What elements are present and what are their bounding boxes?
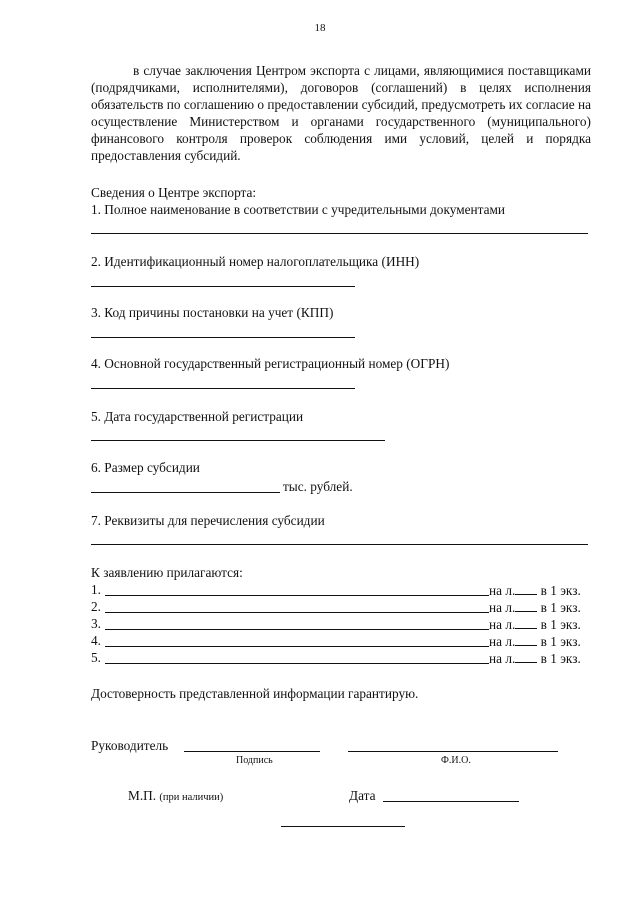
field-reg-date-line[interactable]	[91, 440, 385, 441]
full-name-caption: Ф.И.О.	[441, 755, 471, 766]
attachment-number: 3.	[91, 616, 101, 631]
attachment-row	[91, 599, 593, 615]
attachment-pages-blank[interactable]	[515, 616, 537, 629]
stamp-label	[128, 788, 223, 806]
date-line[interactable]	[383, 801, 519, 802]
attachment-copies: в 1 экз.	[540, 634, 581, 649]
date-label: Дата	[349, 788, 376, 803]
field-requisites-line[interactable]	[91, 544, 588, 545]
attachment-row	[91, 633, 593, 649]
attachment-title-line[interactable]	[105, 646, 489, 647]
attachment-title-line[interactable]	[105, 595, 489, 596]
field-subsidy-size-line[interactable]	[91, 492, 280, 493]
signature-label: Руководитель	[91, 738, 169, 753]
attachment-number: 5.	[91, 650, 101, 665]
attachment-pages-prefix: на л.	[489, 600, 516, 615]
attachment-row	[91, 650, 593, 666]
attachment-pages-blank[interactable]	[515, 582, 537, 595]
field-kpp-line[interactable]	[91, 337, 355, 338]
signature-caption: Подпись	[236, 755, 273, 766]
attachment-number: 1.	[91, 582, 101, 597]
intro-paragraph: в случае заключения Центром экспорта с лицами, являющимися поставщиками (подрядчиками, исполнителями), договоров (соглашений) в целях исполнения обязательств по соглашению о предоставлении субсидий, предусмотреть их согласие на осуществление Министерством и органами государственного (муниципального) финансового контроля проверок соблюдения ими условий, целей и порядка предоставления субсидий.	[91, 63, 591, 163]
attachment-tail	[489, 633, 581, 650]
attachment-tail	[489, 650, 581, 667]
full-name-line[interactable]	[348, 751, 558, 752]
field-subsidy-size-label: 6. Размер субсидии	[91, 460, 200, 475]
field-reg-date-label: 5. Дата государственной регистрации	[91, 409, 304, 424]
field-subsidy-unit: тыс. рублей.	[283, 479, 353, 494]
guarantee-statement: Достоверность представленной информации гарантирую.	[91, 686, 419, 701]
field-full-name-label: 1. Полное наименование в соответствии с учредительными документами	[91, 202, 506, 217]
attachment-pages-blank[interactable]	[515, 599, 537, 612]
attachment-tail	[489, 616, 581, 633]
attachment-title-line[interactable]	[105, 612, 489, 613]
attachment-pages-prefix: на л.	[489, 634, 516, 649]
attachment-title-line[interactable]	[105, 663, 489, 664]
attachment-pages-prefix: на л.	[489, 583, 516, 598]
attachment-copies: в 1 экз.	[540, 651, 581, 666]
attachment-pages-blank[interactable]	[515, 633, 537, 646]
field-requisites-label: 7. Реквизиты для перечисления субсидии	[91, 513, 325, 528]
field-inn-line[interactable]	[91, 286, 355, 287]
closing-separator	[281, 826, 405, 827]
attachment-number: 2.	[91, 599, 101, 614]
attachment-tail	[489, 582, 581, 599]
field-ogrn-line[interactable]	[91, 388, 355, 389]
attachment-copies: в 1 экз.	[540, 617, 581, 632]
field-ogrn-label: 4. Основной государственный регистрационный номер (ОГРН)	[91, 356, 450, 371]
stamp-note: (при наличии)	[159, 792, 224, 803]
attachment-tail	[489, 599, 581, 616]
page-number: 18	[314, 22, 326, 34]
stamp-label-text: М.П.	[128, 788, 157, 803]
attachment-row	[91, 616, 593, 632]
attachment-pages-prefix: на л.	[489, 617, 516, 632]
field-kpp-label: 3. Код причины постановки на учет (КПП)	[91, 305, 334, 320]
attachment-pages-prefix: на л.	[489, 651, 516, 666]
info-heading: Сведения о Центре экспорта:	[91, 185, 257, 200]
signature-line[interactable]	[184, 751, 320, 752]
attachment-number: 4.	[91, 633, 101, 648]
attachment-copies: в 1 экз.	[540, 600, 581, 615]
attachment-row	[91, 582, 593, 598]
field-inn-label: 2. Идентификационный номер налогоплательщика (ИНН)	[91, 254, 420, 269]
attachment-title-line[interactable]	[105, 629, 489, 630]
attachment-pages-blank[interactable]	[515, 650, 537, 663]
field-full-name-line[interactable]	[91, 233, 588, 234]
attachment-copies: в 1 экз.	[540, 583, 581, 598]
attachments-heading: К заявлению прилагаются:	[91, 565, 243, 580]
